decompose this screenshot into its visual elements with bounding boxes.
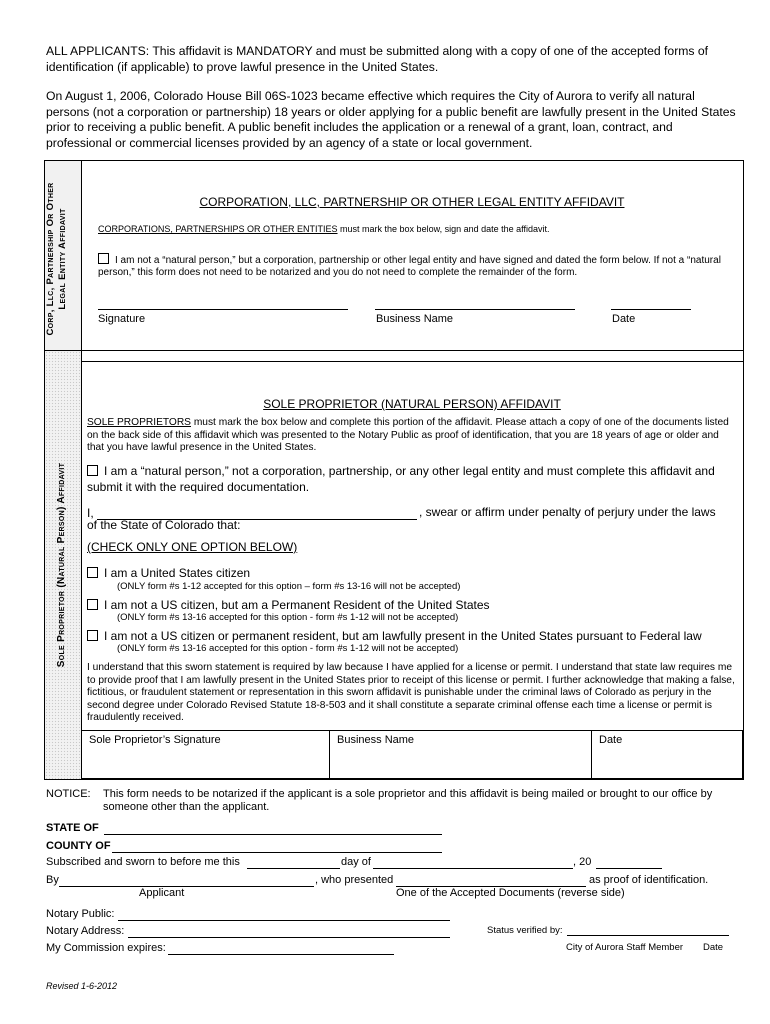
option-lawfully-present: I am not a US citizen or permanent resident, but am lawfully present in the United States pursuant to Federal law: [87, 630, 702, 643]
corporation-instructions: CORPORATIONS, PARTNERSHIPS OR OTHER ENTITIES must mark the box below, sign and date the affidavit.: [98, 224, 550, 234]
corporation-business-name-label: Business Name: [376, 313, 454, 325]
check-only-one-heading: (CHECK ONLY ONE OPTION BELOW): [87, 540, 298, 554]
natural-person-checkbox[interactable]: [87, 465, 98, 476]
sole-proprietor-instructions: SOLE PROPRIETORS must mark the box below and complete this portion of the affidavit. Please attach a copy of one of the documents listed on the back side of this affidavit which was presented to the Notary Public as proof of identification, that you are 18 years of age or older and that you have lawful presence in the United States.: [87, 417, 729, 453]
sole-proprietor-affidavit-section: [44, 350, 744, 780]
state-of-colorado-text: of the State of Colorado that:: [87, 518, 241, 532]
corporation-side-tab: [45, 161, 82, 361]
staff-member-caption: City of Aurora Staff Member: [566, 942, 684, 953]
corporation-business-name-line[interactable]: [375, 309, 575, 310]
option-permanent-resident-checkbox[interactable]: [87, 599, 98, 610]
state-of-line[interactable]: [104, 834, 442, 835]
county-of-line[interactable]: [112, 852, 442, 853]
corporation-checkbox-row: I am not a “natural person,” but a corporation, partnership or other legal entity and have signed and dated the form below. If not a “natural person,” this form does not need to be notarized and you do not need to complete the remainder of the form.: [98, 255, 721, 278]
corporation-affidavit-title: CORPORATION, LLC, PARTNERSHIP OR OTHER LEGAL ENTITY AFFIDAVIT: [199, 195, 625, 209]
corporation-date-label: Date: [612, 313, 636, 325]
sole-proprietor-side-label: Sole Proprietor (Natural Person) Affidavit: [56, 462, 67, 668]
corporation-side-label: Corp, Llc, Partnership Or Other Legal Entity Affidavit: [45, 182, 68, 336]
accepted-documents-caption: One of the Accepted Documents (reverse side): [396, 887, 625, 899]
sole-proprietor-date-label: Date: [599, 734, 623, 746]
by-label: By: [46, 874, 59, 886]
notary-public-label: Notary Public:: [46, 908, 115, 920]
month-line[interactable]: [373, 868, 573, 869]
intro-house-bill-paragraph: On August 1, 2006, Colorado House Bill 06S-1023 became effective which requires the City of Aurora to verify all natural persons (not a corporation or partnership) 18 years or older applying for a public benefit are lawfully present in the United States prior to receiving a public benefit. A public benefit includes the application or a renewal of a grant, loan, contract, and professional or commercial licenses provided by an agency of a state or local government.: [46, 89, 736, 150]
sole-proprietor-affidavit-title: SOLE PROPRIETOR (NATURAL PERSON) AFFIDAVIT: [263, 397, 561, 411]
corporation-signature-line[interactable]: [98, 309, 348, 310]
swear-text: , swear or affirm under penalty of perjury under the laws: [419, 505, 716, 519]
state-of-label: STATE OF: [46, 822, 99, 834]
option-citizen-note: (ONLY form #s 1-12 accepted for this option – form #s 13-16 will not be accepted): [117, 581, 461, 592]
sole-proprietor-date-cell[interactable]: [591, 730, 743, 779]
status-verified-line[interactable]: [567, 935, 729, 936]
commission-expires-line[interactable]: [168, 954, 394, 955]
applicant-line[interactable]: [59, 886, 314, 887]
option-citizen: I am a United States citizen: [87, 567, 250, 580]
i-label: I,: [87, 506, 94, 520]
intro-mandatory-notice: ALL APPLICANTS: This affidavit is MANDATORY and must be submitted along with a copy of one of the accepted forms of identification (if applicable) to prove lawful presence in the United States.: [46, 44, 709, 74]
perjury-acknowledgement: I understand that this sworn statement is required by law because I have applied for a license or permit. I understand that state law requires me to provide proof that I am lawfully present in the United States prior to receipt of this license or permit. I further acknowledge that making a false, fictitious, or fraudulent statement or representation in this sworn affidavit is punishable under the criminal laws of Colorado as perjury in the second degree under Colorado Revised Statute 18-8-503 and it shall constitute a separate criminal offense each time a license or permit is fraudulently received.: [87, 662, 735, 723]
sole-proprietor-signature-label: Sole Proprietor’s Signature: [89, 734, 221, 746]
subscribed-label: Subscribed and sworn to before me this: [46, 856, 240, 868]
sole-proprietor-business-name-label: Business Name: [337, 734, 415, 746]
subscribed-day-line[interactable]: [247, 868, 340, 869]
notice-label: NOTICE:: [46, 788, 91, 800]
option-citizen-checkbox[interactable]: [87, 567, 98, 578]
option-permanent-resident: I am not a US citizen, but am a Permanent Resident of the United States: [87, 599, 490, 612]
notary-address-label: Notary Address:: [46, 925, 125, 937]
day-of-label: day of: [341, 856, 371, 868]
status-verified-label: Status verified by:: [487, 925, 563, 936]
sole-proprietor-business-name-cell[interactable]: [329, 730, 592, 779]
county-of-label: COUNTY OF: [46, 840, 111, 852]
sole-proprietor-signature-cell[interactable]: [81, 730, 330, 779]
notary-public-line[interactable]: [118, 920, 450, 921]
natural-person-row: I am a “natural person,” not a corporation, partnership, or any other legal entity and must complete this affidavit and submit it with the required documentation.: [87, 464, 715, 494]
notice-text: This form needs to be notarized if the applicant is a sole proprietor and this affidavit is being mailed or brought to our office by someone other than the applicant.: [103, 788, 713, 813]
corporation-date-line[interactable]: [611, 309, 691, 310]
staff-date-caption: Date: [703, 942, 724, 953]
notary-address-line[interactable]: [128, 937, 450, 938]
option-lawfully-present-note: (ONLY form #s 13-16 accepted for this option - form #s 1-12 will not be accepted): [117, 643, 459, 654]
applicant-caption: Applicant: [139, 887, 185, 899]
year-label: , 20: [573, 856, 592, 868]
commission-expires-label: My Commission expires:: [46, 942, 166, 954]
corporation-affidavit-section: [44, 160, 744, 362]
as-proof-label: as proof of identification.: [589, 874, 709, 886]
option-lawfully-present-checkbox[interactable]: [87, 630, 98, 641]
who-presented-label: , who presented: [315, 874, 394, 886]
year-line[interactable]: [596, 868, 662, 869]
corporation-signature-label: Signature: [98, 313, 146, 325]
revision-date: Revised 1-6-2012: [46, 981, 118, 991]
sole-proprietor-side-tab: [45, 351, 82, 779]
corporation-checkbox[interactable]: [98, 253, 109, 264]
option-permanent-resident-note: (ONLY form #s 13-16 accepted for this option - form #s 1-12 will not be accepted): [117, 612, 459, 623]
